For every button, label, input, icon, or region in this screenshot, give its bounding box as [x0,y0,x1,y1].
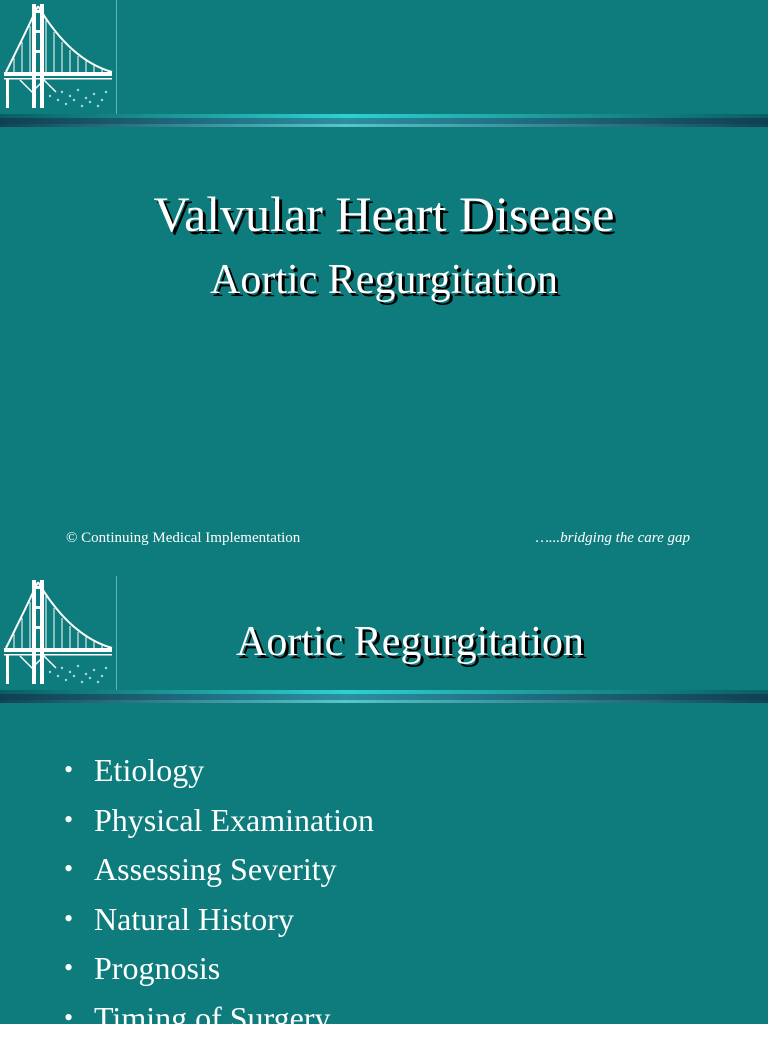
tagline-text: …...bridging the care gap [536,530,690,547]
list-item-label: Natural History [94,901,294,937]
slide-title: Valvular Heart Disease [0,184,768,244]
header-divider [0,690,768,706]
golden-gate-bridge-icon [0,576,117,690]
golden-gate-bridge-icon [0,0,117,114]
bullet-icon: • [64,946,73,990]
list-item [64,946,374,996]
bullet-icon: • [64,748,73,792]
list-item [64,748,374,798]
list-item-label: Prognosis [94,950,220,986]
header-divider [0,114,768,130]
list-item [64,798,374,848]
list-item [64,897,374,947]
list-item-label: Physical Examination [94,802,374,838]
list-item [64,996,374,1045]
bullet-icon: • [64,897,73,941]
bullet-icon: • [64,847,73,891]
bullet-icon: • [64,996,73,1040]
copyright-text: © Continuing Medical Implementation [66,530,300,547]
list-item-label: Etiology [94,752,204,788]
bullet-list [64,748,374,1045]
list-item-label: Timing of Surgery [94,1000,330,1036]
slide-title: Aortic Regurgitation [236,616,584,668]
bullet-icon: • [64,798,73,842]
list-item-label: Assessing Severity [94,851,337,887]
list-item [64,847,374,897]
slide-subtitle: Aortic Regurgitation [0,254,768,306]
